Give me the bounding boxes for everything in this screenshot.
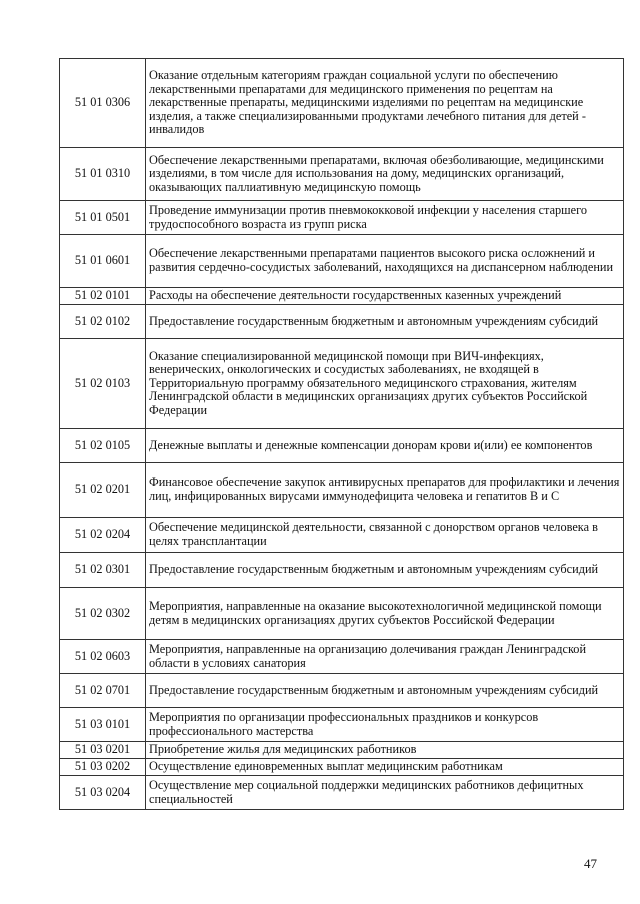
- description-cell: Расходы на обеспечение деятельности государственных казенных учреждений: [146, 288, 624, 305]
- code-cell: 51 02 0301: [60, 553, 146, 588]
- table-row: [60, 759, 624, 776]
- description-cell: Финансовое обеспечение закупок антивирусных препаратов для профилактики и лечения лиц, инфицированных вирусами иммунодефицита человека и гепатитов В и С: [146, 463, 624, 518]
- table-row: [60, 59, 624, 148]
- table-row: [60, 305, 624, 339]
- description-cell: Предоставление государственным бюджетным и автономным учреждениям субсидий: [146, 674, 624, 708]
- code-cell: 51 03 0204: [60, 776, 146, 810]
- description-cell: Предоставление государственным бюджетным и автономным учреждениям субсидий: [146, 305, 624, 339]
- description-cell: Мероприятия по организации профессиональных праздников и конкурсов профессионального мастерства: [146, 708, 624, 742]
- description-cell: Оказание отдельным категориям граждан социальной услуги по обеспечению лекарственными препаратами для медицинского применения по рецептам на лекарственные препараты, медицинскими изделиями по рецептам на медицинские изделия, а также специализированными продуктами лечебного питания для детей - инвалидов: [146, 59, 624, 148]
- table-row: [60, 201, 624, 235]
- description-cell: Приобретение жилья для медицинских работников: [146, 742, 624, 759]
- code-cell: 51 03 0101: [60, 708, 146, 742]
- code-cell: 51 02 0302: [60, 588, 146, 640]
- table-row: [60, 776, 624, 810]
- code-cell: 51 01 0310: [60, 148, 146, 201]
- description-cell: Мероприятия, направленные на оказание высокотехнологичной медицинской помощи детям в медицинских организациях других субъектов Российской Федерации: [146, 588, 624, 640]
- description-cell: Осуществление мер социальной поддержки медицинских работников дефицитных специальностей: [146, 776, 624, 810]
- table-row: [60, 148, 624, 201]
- code-cell: 51 02 0102: [60, 305, 146, 339]
- description-cell: Проведение иммунизации против пневмококковой инфекции у населения старшего трудоспособного возраста из групп риска: [146, 201, 624, 235]
- code-cell: 51 01 0501: [60, 201, 146, 235]
- description-cell: Обеспечение лекарственными препаратами, включая обезболивающие, медицинскими изделиями, в том числе для использования на дому, медицинских организаций, оказывающих паллиативную медицинскую помощь: [146, 148, 624, 201]
- description-cell: Обеспечение медицинской деятельности, связанной с донорством органов человека в целях трансплантации: [146, 518, 624, 553]
- table-row: [60, 463, 624, 518]
- table-row: [60, 235, 624, 288]
- code-cell: 51 03 0201: [60, 742, 146, 759]
- description-cell: Оказание специализированной медицинской помощи при ВИЧ-инфекциях, венерических, онкологических и сосудистых заболеваниях, не входящей в Территориальную программу обязательного медицинского страхования, жителям Ленинградской области в медицинских организациях других субъектов Российской Федерации: [146, 339, 624, 429]
- code-cell: 51 02 0201: [60, 463, 146, 518]
- code-cell: 51 02 0103: [60, 339, 146, 429]
- table-row: [60, 742, 624, 759]
- code-cell: 51 02 0105: [60, 429, 146, 463]
- description-cell: Денежные выплаты и денежные компенсации донорам крови и(или) ее компонентов: [146, 429, 624, 463]
- budget-codes-table: [59, 58, 624, 810]
- code-cell: 51 01 0601: [60, 235, 146, 288]
- table-row: [60, 288, 624, 305]
- code-cell: 51 03 0202: [60, 759, 146, 776]
- table-row: [60, 429, 624, 463]
- description-cell: Обеспечение лекарственными препаратами пациентов высокого риска осложнений и развития сердечно-сосудистых заболеваний, находящихся на диспансерном наблюдении: [146, 235, 624, 288]
- table-row: [60, 640, 624, 674]
- code-cell: 51 02 0204: [60, 518, 146, 553]
- description-cell: Предоставление государственным бюджетным и автономным учреждениям субсидий: [146, 553, 624, 588]
- table-row: [60, 553, 624, 588]
- page-number: 47: [584, 856, 597, 871]
- code-cell: 51 01 0306: [60, 59, 146, 148]
- code-cell: 51 02 0603: [60, 640, 146, 674]
- description-cell: Мероприятия, направленные на организацию долечивания граждан Ленинградской области в условиях санатория: [146, 640, 624, 674]
- code-cell: 51 02 0101: [60, 288, 146, 305]
- table-row: [60, 708, 624, 742]
- description-cell: Осуществление единовременных выплат медицинским работникам: [146, 759, 624, 776]
- table-row: [60, 518, 624, 553]
- code-cell: 51 02 0701: [60, 674, 146, 708]
- table-row: [60, 339, 624, 429]
- table-row: [60, 588, 624, 640]
- table-row: [60, 674, 624, 708]
